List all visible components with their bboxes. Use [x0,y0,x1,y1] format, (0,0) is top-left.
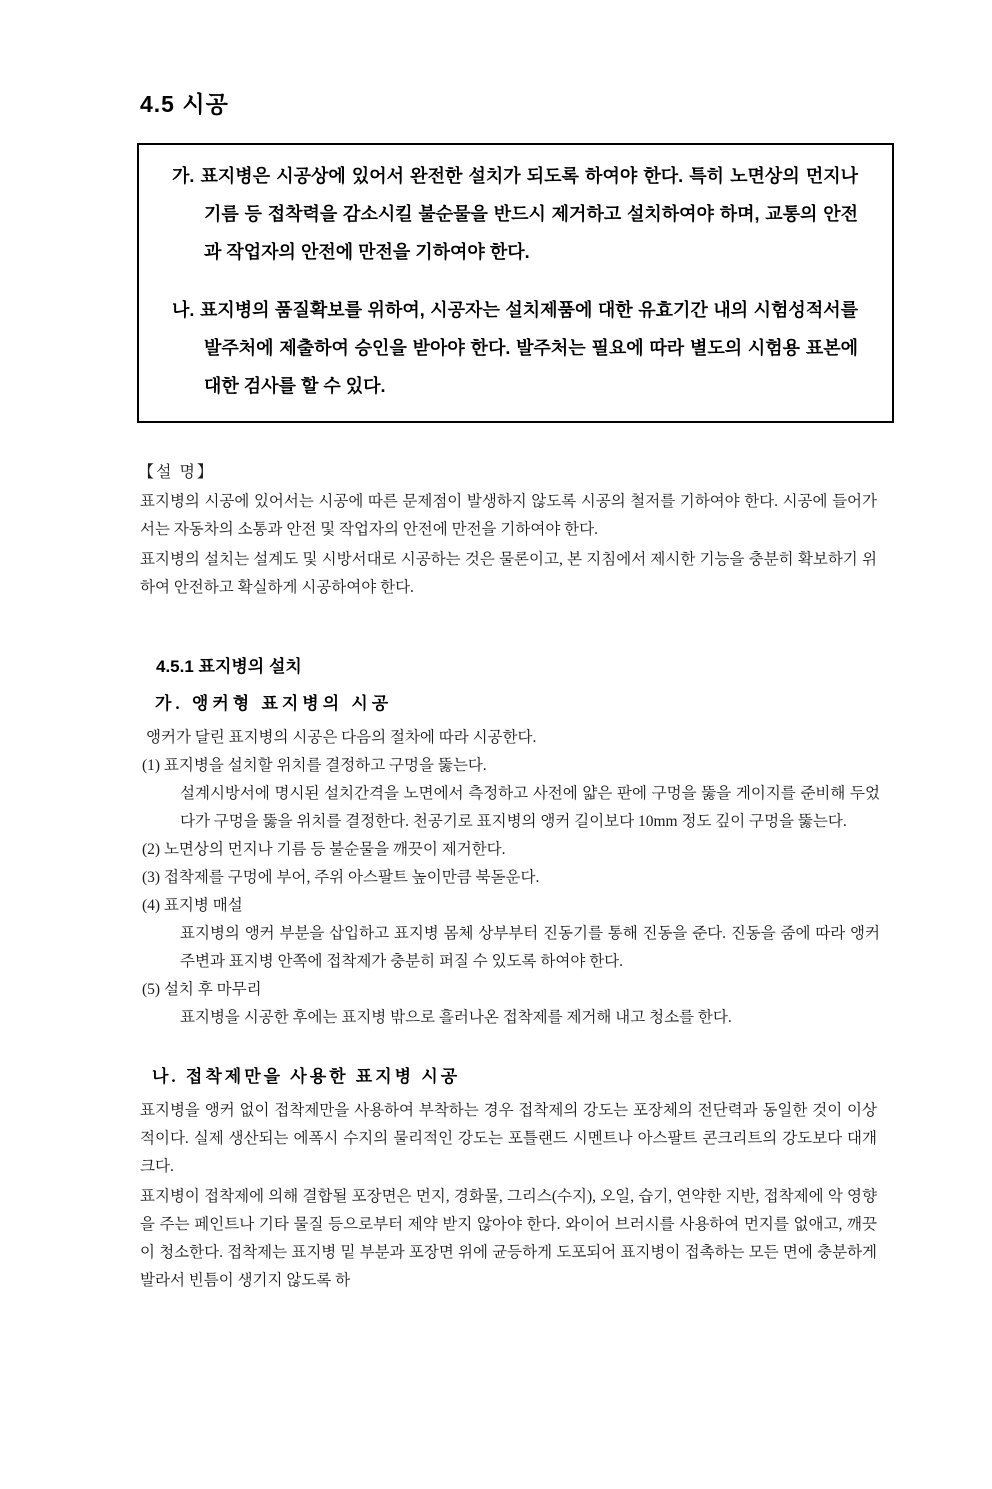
step-1-detail: 설계시방서에 명시된 설치간격을 노면에서 측정하고 사전에 얇은 판에 구멍을 뚫을 게이지를 준비해 두었다가 구멍을 뚫을 위치를 결정한다. 천공기로 표지병의 앵커 길이보다 10mm 정도 깊이 구멍을 뚫는다. [180,785,880,830]
section-title: 4.5 시공 [140,91,229,117]
subsection-heading-451: 4.5.1 표지병의 설치 [156,657,302,676]
step-4-detail: 표지병의 앵커 부분을 삽입하고 표지병 몸체 상부부터 진동기를 통해 진동을 준다. 진동을 줌에 따라 앵커 주변과 표지병 안쪽에 접착제가 충분히 퍼질 수 있도록 하여야 한다. [180,925,880,970]
step-4-marker: (4) [142,897,161,914]
step-1-text: 표지병을 설치할 위치를 결정하고 구멍을 뚫는다. [163,757,487,774]
step-5-text: 설치 후 마무리 [163,981,262,998]
step-5 [142,976,884,1004]
step-3-text: 접착제를 구멍에 부어, 주위 아스팔트 높이만큼 북돋운다. [163,869,540,886]
notice-box [137,143,894,423]
step-2 [142,836,884,864]
step-2-text: 노면상의 먼지나 기름 등 불순물을 깨끗이 제거한다. [163,841,506,858]
notice-item-na-marker: 나. [172,300,195,320]
step-5-marker: (5) [142,981,161,998]
adhesive-paragraph-2: 표지병이 접착제에 의해 결합될 포장면은 먼지, 경화물, 그리스(수지), 오일, 습기, 연약한 지반, 접착제에 악 영향을 주는 페인트나 기타 물질 등으로부터 제약 받지 않아야 한다. 와이어 브러시를 사용하여 먼지를 없애고, 깨끗이 청소한다. 접착제는 표지병 밑 부분과 포장면 위에 균등하게 도포되어 표지병이 접촉하는 모든 면에 충분하게 발라서 빈틈이 생기지 않도록 하 [140,1188,877,1289]
step-4 [142,892,884,920]
step-3 [142,864,884,892]
notice-item-na-text: 표지병의 품질확보를 위하여, 시공자는 설치제품에 대한 유효기간 내의 시험성적서를 발주처에 제출하여 승인을 받아야 한다. 발주처는 필요에 따라 별도의 시험용 표본에 대한 검사를 할 수 있다. [199,300,858,396]
notice-item-ga-marker: 가. [172,166,195,186]
adhesive-paragraph-1: 표지병을 앵커 없이 접착제만을 사용하여 부착하는 경우 접착제의 강도는 포장체의 전단력과 동일한 것이 이상적이다. 실제 생산되는 에폭시 수지의 물리적인 강도는 포틀랜드 시멘트나 아스팔트 콘크리트의 강도보다 대개 크다. [140,1102,877,1175]
explanation-label: 【설 명】 [138,464,215,481]
anchor-steps-list [142,752,884,1032]
step-1-marker: (1) [142,757,161,774]
anchor-intro-line: 앵커가 달린 표지병의 시공은 다음의 절차에 따라 시공한다. [146,729,537,746]
notice-item-ga [172,157,858,271]
step-2-marker: (2) [142,841,161,858]
sub-heading-anchor-type: 가. 앵커형 표지병의 시공 [155,694,393,713]
document-page [0,86,992,1489]
notice-item-ga-text: 표지병은 시공상에 있어서 완전한 설치가 되도록 하여야 한다. 특히 노면상의 먼지나 기름 등 접착력을 감소시킬 불순물을 반드시 제거하고 설치하여야 하며, 교통의 안전과 작업자의 안전에 만전을 기하여야 한다. [200,166,858,262]
step-1 [142,752,884,780]
step-4-text: 표지병 매설 [163,897,243,914]
explanation-paragraph-2: 표지병의 설치는 설계도 및 시방서대로 시공하는 것은 물론이고, 본 지침에서 제시한 기능을 충분히 확보하기 위하여 안전하고 확실하게 시공하여야 한다. [140,551,877,596]
notice-item-na [172,291,858,405]
step-3-marker: (3) [142,869,161,886]
sub-heading-adhesive-only: 나. 접착제만을 사용한 표지병 시공 [152,1067,461,1086]
step-5-detail: 표지병을 시공한 후에는 표지병 밖으로 흘러나온 접착제를 제거해 내고 청소를 한다. [180,1009,732,1026]
explanation-paragraph-1: 표지병의 시공에 있어서는 시공에 따른 문제점이 발생하지 않도록 시공의 철저를 기하여야 한다. 시공에 들어가서는 자동차의 소통과 안전 및 작업자의 안전에 만전을 기하여야 한다. [140,493,877,538]
